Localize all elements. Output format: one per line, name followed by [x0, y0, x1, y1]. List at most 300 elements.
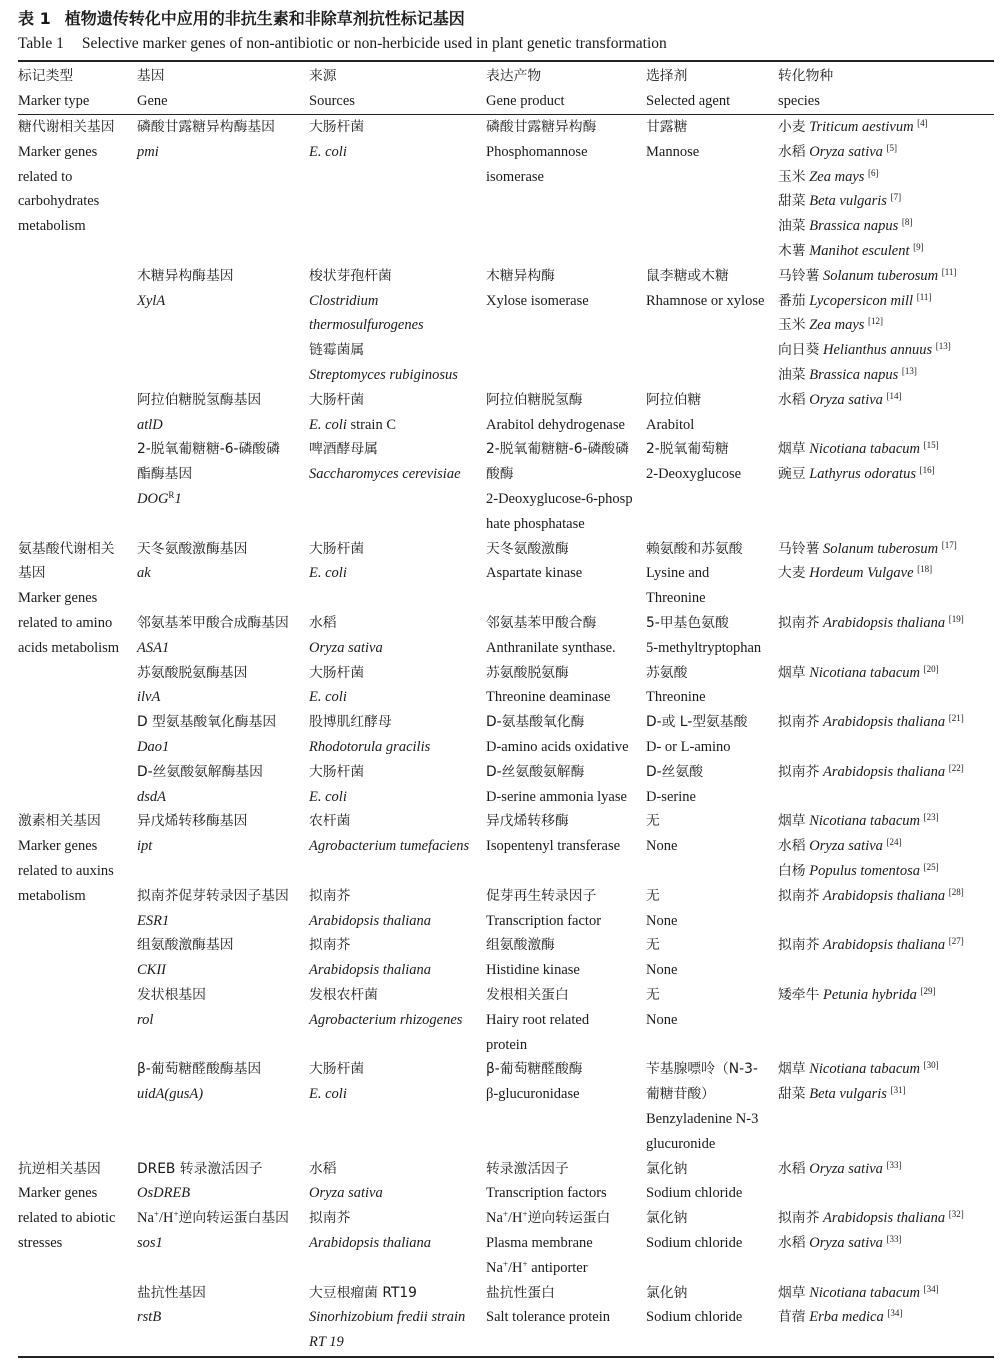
source-line: E. coli	[309, 788, 347, 805]
gene-name-zh: 盐抗性基因	[137, 1284, 206, 1301]
table-title-en: Selective marker genes of non-antibiotic or non-herbicide used in plant genetic transformation	[81, 35, 667, 52]
reference-superscript: [27]	[948, 936, 964, 947]
column-header-en: species	[778, 92, 820, 109]
species-line	[778, 859, 1000, 884]
reference-superscript: [33]	[886, 1234, 902, 1245]
species-name-latin: Arabidopsis thaliana	[823, 763, 946, 780]
gene-symbol: ipt	[137, 838, 153, 855]
species-name-latin: Nicotiana tabacum	[809, 441, 920, 458]
species-name-zh: 烟草	[778, 441, 806, 458]
gene-symbol: XylA	[137, 292, 166, 309]
marker-type-line: 激素相关基因	[18, 813, 101, 830]
gene-product-line: Phosphomannose	[486, 143, 588, 160]
source-line: 拟南芥	[309, 937, 351, 954]
reference-superscript: [13]	[901, 366, 917, 377]
gene-symbol-text: DOG	[137, 490, 169, 507]
species-line	[778, 561, 1000, 586]
marker-type-line: related to	[18, 168, 73, 185]
species-name-latin: Triticum aestivum	[809, 119, 914, 135]
selection-agent-line: None	[646, 912, 678, 929]
source-line: Oryza sativa	[309, 639, 383, 656]
column-header-zh: 基因	[137, 68, 165, 84]
reference-superscript: [34]	[887, 1308, 903, 1319]
selection-agent-line: 鼠李糖或木糖	[646, 267, 729, 284]
source-line: 链霉菌属	[309, 342, 365, 359]
species-name-zh: 拟南芥	[778, 714, 820, 731]
species-name-latin: Zea mays	[809, 168, 865, 185]
selection-agent-line: 甘露糖	[646, 119, 688, 135]
gene-product-line: Hairy root related	[486, 1011, 590, 1028]
gene-product-line: 天冬氨酸激酶	[486, 540, 569, 557]
species-name-latin: Erba medica	[809, 1309, 884, 1326]
selection-agent-line: glucuronide	[646, 1135, 716, 1152]
gene-product-line: 2-Deoxyglucose-6-phosp	[486, 490, 633, 507]
reference-superscript: [14]	[886, 390, 902, 401]
reference-superscript: [34]	[923, 1283, 939, 1294]
gene-product-part: Na	[486, 1259, 503, 1276]
gene-symbol: Dao1	[137, 738, 170, 755]
species-line	[778, 537, 1000, 562]
species-name-latin: Solanum tuberosum	[823, 267, 939, 284]
source-line: thermosulfurogenes	[309, 317, 424, 334]
gene-product-line: 酸酶	[486, 466, 514, 483]
reference-superscript: [11]	[916, 291, 932, 302]
reference-superscript: [24]	[886, 837, 902, 848]
species-line	[778, 1206, 1000, 1231]
species-line	[778, 363, 1000, 388]
gene-name-zh: 邻氨基苯甲酸合成酶基因	[137, 615, 289, 631]
bottom-rule	[18, 1356, 994, 1358]
selection-agent-line: 氯化钠	[646, 1210, 688, 1227]
species-name-zh: 玉米	[778, 317, 806, 334]
source-line: E. coli	[309, 565, 347, 582]
marker-type-line: related to abiotic	[18, 1210, 116, 1227]
species-name-zh: 甜菜	[778, 193, 806, 210]
gene-symbol: ESR1	[137, 912, 170, 929]
species-name-latin: Beta vulgaris	[809, 193, 887, 210]
selection-agent-line: 苏氨酸	[646, 664, 688, 681]
gene-product-line: Arabitol dehydrogenase	[486, 416, 625, 433]
gene-product-line: 促芽再生转录因子	[486, 887, 597, 904]
gene-product-line: Transcription factor	[486, 912, 602, 929]
gene-product-line: Salt tolerance protein	[486, 1309, 611, 1326]
gene-name-zh: 木糖异构酶基因	[137, 267, 234, 284]
selection-agent-line: Arabitol	[646, 416, 695, 433]
species-name-zh: 烟草	[778, 664, 806, 681]
species-name-zh: 拟南芥	[778, 763, 820, 780]
gene-symbol	[137, 487, 377, 512]
gene-product-en	[486, 1256, 726, 1281]
source-line: 股博肌红酵母	[309, 714, 392, 731]
selection-agent-line: Threonine	[646, 689, 706, 706]
marker-type-line: 糖代谢相关基因	[18, 119, 115, 135]
species-name-zh: 烟草	[778, 1284, 806, 1301]
marker-type-line: Marker genes	[18, 143, 98, 160]
selection-agent-line: 氯化钠	[646, 1160, 688, 1177]
species-line	[778, 1281, 1000, 1306]
species-name-zh: 马铃薯	[778, 540, 820, 557]
gene-product-part: Na	[486, 1210, 503, 1227]
species-name-zh: 大麦	[778, 565, 806, 582]
marker-type-line: Marker genes	[18, 838, 98, 855]
reference-superscript: [17]	[941, 539, 957, 550]
gene-name-zh: 拟南芥促芽转录因子基因	[137, 887, 289, 904]
species-name-zh: 油菜	[778, 366, 806, 383]
gene-name-superscript: +	[173, 1209, 179, 1220]
gene-name-zh: 苏氨酸脱氨酶基因	[137, 664, 248, 681]
species-cell	[778, 809, 1000, 883]
source-line: 拟南芥	[309, 1210, 351, 1227]
species-name-latin: Nicotiana tabacum	[809, 664, 920, 681]
selection-agent-line: Sodium chloride	[646, 1309, 743, 1326]
species-line	[778, 809, 1000, 834]
species-name-latin: Solanum tuberosum	[823, 540, 939, 557]
reference-superscript: [18]	[917, 564, 933, 575]
species-cell	[778, 933, 1000, 958]
reference-superscript: [12]	[868, 316, 884, 327]
gene-name-part: 逆向转运蛋白基因	[178, 1210, 289, 1227]
gene-product-en: Plasma membrane	[486, 1234, 593, 1251]
source-line: Arabidopsis thaliana	[309, 962, 432, 979]
reference-superscript: [30]	[923, 1060, 939, 1071]
species-name-zh: 玉米	[778, 168, 806, 185]
source-line: Agrobacterium rhizogenes	[309, 1011, 463, 1028]
source-line: 农杆菌	[309, 813, 351, 830]
selection-agent-line: 无	[646, 887, 660, 904]
species-line	[778, 933, 1000, 958]
species-line	[778, 289, 1000, 314]
gene-product-part: /H	[508, 1259, 523, 1276]
species-name-latin: Arabidopsis thaliana	[823, 887, 946, 904]
gene-product-part: 逆向转运蛋白	[527, 1210, 611, 1227]
reference-superscript: [31]	[890, 1085, 906, 1096]
marker-type-line: 氨基酸代谢相关	[18, 540, 115, 557]
species-line	[778, 760, 1000, 785]
gene-product-line: Xylose isomerase	[486, 292, 589, 309]
species-line	[778, 165, 1000, 190]
species-line	[778, 983, 1000, 1008]
reference-superscript: [25]	[923, 862, 939, 873]
species-name-latin: Arabidopsis thaliana	[823, 937, 946, 954]
species-cell	[778, 661, 1000, 686]
reference-superscript: [15]	[923, 440, 939, 451]
gene-product-line: β-葡萄糖醛酸酶	[486, 1061, 583, 1078]
gene-product-line: Transcription factors	[486, 1185, 607, 1202]
species-name-zh: 番茄	[778, 292, 806, 309]
species-line	[778, 264, 1000, 289]
species-name-zh: 水稻	[778, 1160, 806, 1177]
gene-product-line: Anthranilate synthase.	[486, 639, 616, 656]
selection-agent-line: 2-脱氧葡萄糖	[646, 441, 729, 458]
species-cell	[778, 537, 1000, 587]
source-line: 发根农杆菌	[309, 987, 378, 1003]
species-name-latin: Nicotiana tabacum	[809, 1061, 920, 1078]
source-line: 大豆根瘤菌 RT19	[309, 1284, 417, 1301]
reference-superscript: [23]	[923, 812, 939, 823]
gene-product-superscript: +	[522, 1258, 528, 1269]
species-name-zh: 拟南芥	[778, 937, 820, 954]
source-organism: E. coli strain C	[309, 416, 396, 433]
source-line: 水稻	[309, 1160, 337, 1177]
gene-name-superscript: +	[153, 1209, 159, 1220]
gene-product-line: hate phosphatase	[486, 515, 585, 532]
reference-superscript: [20]	[923, 663, 939, 674]
gene-name-zh: 酯酶基因	[137, 466, 193, 483]
selection-agent-line: Sodium chloride	[646, 1185, 743, 1202]
column-header-zh: 选择剂	[646, 68, 688, 84]
species-line	[778, 462, 1000, 487]
source-line: 啤酒酵母属	[309, 441, 378, 458]
reference-superscript: [9]	[913, 242, 924, 253]
source-line: E. coli	[309, 143, 347, 160]
reference-superscript: [19]	[948, 614, 964, 625]
species-line	[778, 1057, 1000, 1082]
reference-superscript: [28]	[948, 886, 964, 897]
source-line: Clostridium	[309, 292, 379, 309]
species-cell	[778, 1157, 1000, 1182]
species-cell	[778, 1206, 1000, 1256]
marker-type-line: 抗逆相关基因	[18, 1160, 101, 1177]
species-cell	[778, 1281, 1000, 1331]
selection-agent-line: D-或 L-型氨基酸	[646, 714, 748, 731]
column-header-en: Selected agent	[646, 92, 731, 109]
selection-agent-line: 氯化钠	[646, 1284, 688, 1301]
gene-product-superscript: +	[502, 1258, 508, 1269]
gene-name-zh: 发状根基因	[137, 987, 206, 1003]
selection-agent-line: None	[646, 962, 678, 979]
species-name-latin: Arabidopsis thaliana	[823, 714, 946, 731]
selection-agent-line: 5-甲基色氨酸	[646, 615, 729, 631]
source-line: E. coli	[309, 689, 347, 706]
selection-agent-line: 5-methyltryptophan	[646, 639, 762, 656]
source-line: 大肠杆菌	[309, 664, 365, 681]
species-name-latin: Manihot esculent	[809, 242, 910, 259]
source-line: Streptomyces rubiginosus	[309, 366, 458, 383]
species-name-zh: 拟南芥	[778, 887, 820, 904]
marker-type-line: 基因	[18, 565, 46, 582]
species-name-latin: Oryza sativa	[809, 391, 883, 408]
species-line	[778, 239, 1000, 264]
source-line: 梭状芽孢杆菌	[309, 267, 392, 284]
gene-product-line: 盐抗性蛋白	[486, 1284, 555, 1301]
species-line	[778, 1082, 1000, 1107]
species-name-latin: Oryza sativa	[809, 838, 883, 855]
gene-symbol-text: 1	[174, 490, 182, 507]
species-line	[778, 661, 1000, 686]
species-line	[778, 1305, 1000, 1330]
species-line	[778, 115, 1000, 140]
species-name-zh: 豌豆	[778, 466, 806, 483]
marker-type-line: related to amino	[18, 614, 113, 631]
marker-type-line: Marker genes	[18, 590, 98, 607]
species-name-zh: 苜蓿	[778, 1309, 806, 1326]
species-line	[778, 313, 1000, 338]
species-cell	[778, 760, 1000, 785]
species-name-zh: 水稻	[778, 391, 806, 408]
species-cell	[778, 264, 1000, 388]
gene-symbol: uidA(gusA)	[137, 1086, 204, 1103]
species-name-zh: 马铃薯	[778, 267, 820, 284]
gene-product-line: 组氨酸激酶	[486, 937, 555, 954]
gene-name-zh: 天冬氨酸激酶基因	[137, 540, 248, 557]
selection-agent-line: D-serine	[646, 788, 696, 805]
reference-superscript: [33]	[886, 1159, 902, 1170]
selection-agent-line: D-丝氨酸	[646, 763, 703, 780]
species-name-zh: 拟南芥	[778, 615, 820, 631]
species-name-latin: Petunia hybrida	[823, 987, 917, 1003]
column-header-zh: 表达产物	[486, 68, 542, 84]
gene-product-line: D-amino acids oxidative	[486, 738, 629, 755]
selection-agent-line: None	[646, 1011, 678, 1028]
species-name-zh: 矮牵牛	[778, 987, 820, 1003]
reference-superscript: [21]	[948, 713, 964, 724]
gene-name-zh: 组氨酸激酶基因	[137, 937, 234, 954]
species-cell	[778, 115, 1000, 264]
marker-type-line: stresses	[18, 1234, 63, 1251]
gene-symbol-superscript: R	[168, 490, 175, 501]
gene-name-zh: β-葡萄糖醛酸酶基因	[137, 1061, 262, 1078]
species-name-latin: Brassica napus	[809, 218, 899, 235]
source-line: 大肠杆菌	[309, 391, 365, 408]
reference-superscript: [29]	[920, 986, 936, 997]
source-line: 大肠杆菌	[309, 119, 365, 135]
reference-superscript: [16]	[919, 465, 935, 476]
species-line	[778, 140, 1000, 165]
reference-superscript: [13]	[935, 341, 951, 352]
table-title-zh: 植物遗传转化中应用的非抗生素和非除草剂抗性标记基因	[64, 9, 465, 28]
gene-product-line: 转录激活因子	[486, 1160, 569, 1177]
species-line	[778, 834, 1000, 859]
species-name-zh: 烟草	[778, 813, 806, 830]
selection-agent-line: 阿拉伯糖	[646, 391, 702, 408]
selection-agent-line: 无	[646, 987, 660, 1003]
gene-product-line: Isopentenyl transferase	[486, 838, 621, 855]
marker-type-line: metabolism	[18, 218, 86, 235]
selection-agent-line: Mannose	[646, 143, 700, 160]
gene-name-zh: 2-脱氧葡糖糖-6-磷酸磷	[137, 441, 280, 458]
species-name-latin: Oryza sativa	[809, 143, 883, 160]
source-line: RT 19	[309, 1334, 344, 1351]
column-header-en: Marker type	[18, 92, 90, 109]
gene-product-line: β-glucuronidase	[486, 1086, 580, 1103]
species-cell	[778, 884, 1000, 909]
gene-symbol: ilvA	[137, 689, 161, 706]
reference-superscript: [7]	[890, 192, 902, 203]
marker-type-line: carbohydrates	[18, 193, 100, 210]
species-line	[778, 611, 1000, 636]
gene-name-zh: 阿拉伯糖脱氢酶基因	[137, 391, 262, 408]
species-line	[778, 189, 1000, 214]
gene-name-zh: DREB 转录激活因子	[137, 1160, 263, 1177]
species-name-latin: Oryza sativa	[809, 1160, 883, 1177]
species-name-zh: 甜菜	[778, 1086, 806, 1103]
gene-symbol: rstB	[137, 1309, 162, 1326]
selection-agent-line: 葡糖苷酸）	[646, 1086, 715, 1103]
source-line: 大肠杆菌	[309, 540, 365, 557]
source-line: Sinorhizobium fredii strain	[309, 1309, 466, 1326]
species-name-latin: Arabidopsis thaliana	[823, 615, 946, 631]
selection-agent-line: Threonine	[646, 590, 706, 607]
gene-product-line: D-氨基酸氧化酶	[486, 714, 585, 731]
column-header-zh: 转化物种	[778, 68, 834, 84]
gene-symbol: atlD	[137, 416, 163, 433]
species-line	[778, 1157, 1000, 1182]
reference-superscript: [22]	[948, 762, 964, 773]
gene-name-zh: 磷酸甘露糖异构酶基因	[137, 119, 275, 135]
gene-product-superscript: +	[522, 1209, 528, 1220]
gene-product-part: /H	[508, 1210, 523, 1227]
gene-product-line: 2-脱氧葡糖糖-6-磷酸磷	[486, 441, 629, 458]
species-line	[778, 388, 1000, 413]
marker-type-line: Marker genes	[18, 1185, 98, 1202]
gene-product-line: Threonine deaminase	[486, 689, 611, 706]
reference-superscript: [32]	[948, 1209, 964, 1220]
species-name-zh: 拟南芥	[778, 1210, 820, 1227]
selection-agent-line: 无	[646, 937, 660, 954]
species-name-zh: 水稻	[778, 143, 806, 160]
species-name-zh: 木薯	[778, 242, 806, 259]
selection-agent-line: Lysine and	[646, 565, 710, 582]
gene-product-line: 木糖异构酶	[486, 267, 555, 284]
gene-product-line: 异戊烯转移酶	[486, 813, 569, 830]
gene-name-part: Na	[137, 1210, 154, 1227]
selection-agent-line: None	[646, 838, 678, 855]
selection-agent-line: Sodium chloride	[646, 1234, 743, 1251]
gene-symbol: dsdA	[137, 788, 166, 805]
selection-agent-line: 苄基腺嘌呤（N-3-	[646, 1061, 758, 1078]
species-line	[778, 710, 1000, 735]
reference-superscript: [6]	[868, 167, 879, 178]
selection-agent-line: 无	[646, 813, 660, 830]
species-line	[778, 1231, 1000, 1256]
species-name-zh: 烟草	[778, 1061, 806, 1078]
species-name-latin: Brassica napus	[809, 366, 899, 383]
species-name-latin: Arabidopsis thaliana	[823, 1210, 946, 1227]
marker-type-line: related to auxins	[18, 862, 114, 879]
gene-product-superscript: +	[502, 1209, 508, 1220]
gene-product-part: antiporter	[527, 1259, 588, 1276]
gene-product-line: 阿拉伯糖脱氢酶	[486, 391, 583, 408]
gene-symbol: ASA1	[137, 639, 170, 656]
species-name-latin: Helianthus annuus	[823, 342, 933, 359]
gene-product-line: Histidine kinase	[486, 962, 580, 979]
table-number-en: Table 1	[18, 35, 64, 52]
gene-name-zh: D-丝氨酸氨解酶基因	[137, 763, 263, 780]
reference-superscript: [8]	[901, 217, 913, 228]
species-cell	[778, 437, 1000, 487]
gene-product-line: protein	[486, 1036, 528, 1053]
species-line	[778, 214, 1000, 239]
gene-product-line: D-serine ammonia lyase	[486, 788, 627, 805]
marker-type-line: acids metabolism	[18, 639, 120, 656]
gene-symbol: rol	[137, 1011, 154, 1028]
reference-superscript: [4]	[917, 118, 928, 129]
column-header-zh: 来源	[309, 68, 337, 84]
source-line: 水稻	[309, 615, 337, 631]
species-name-latin: Zea mays	[809, 317, 865, 334]
species-cell	[778, 388, 1000, 413]
column-header-zh: 标记类型	[18, 68, 74, 84]
species-cell	[778, 611, 1000, 636]
species-name-latin: Oryza sativa	[809, 1234, 883, 1251]
species-name-latin: Populus tomentosa	[809, 862, 920, 879]
gene-symbol: ak	[137, 565, 151, 582]
gene-product-line: 磷酸甘露糖异构酶	[486, 119, 597, 135]
source-line: Arabidopsis thaliana	[309, 912, 432, 929]
selection-agent-line: 赖氨酸和苏氨酸	[646, 540, 743, 557]
species-name-latin: Beta vulgaris	[809, 1086, 887, 1103]
species-name-latin: Lathyrus odoratus	[809, 466, 916, 483]
